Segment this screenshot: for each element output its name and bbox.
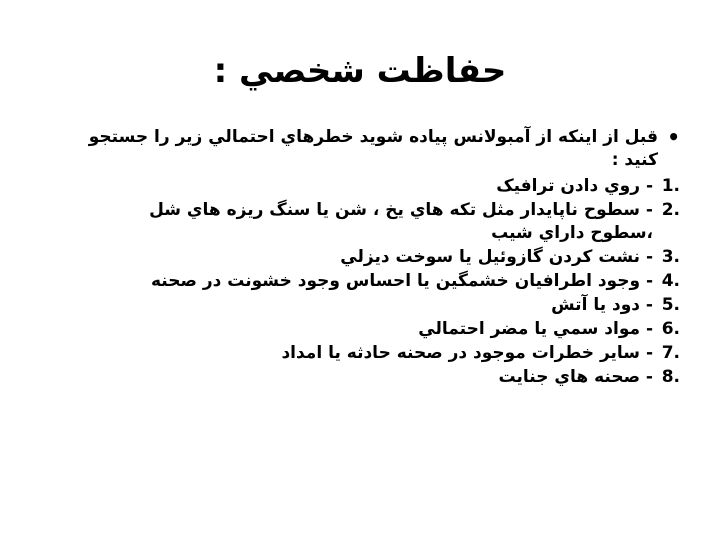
list-item-text: - مواد سمي يا مضر احتمالي [418, 319, 653, 339]
list-item-number: 3. [661, 247, 680, 267]
list-item-text: - روي دادن ترافيک [496, 176, 653, 196]
intro-text: قبل از اينکه از آمبولانس پياده شويد خطرهاي احتمالي زير را جستجو کنيد : [88, 127, 658, 170]
bullet-icon: • [667, 125, 680, 149]
list-item [70, 246, 680, 269]
list-item-text: - سطوح ناپايدار مثل تکه هاي يخ ، شن يا سنگ ريزه هاي شل ،سطوح داراي شيب [149, 200, 653, 243]
list-item-number: 7. [661, 343, 680, 363]
list-item-text: - وجود اطرافيان خشمگين يا احساس وجود خشونت در صحنه [150, 271, 653, 291]
intro-bullet [70, 126, 680, 172]
list-item-number: 5. [661, 295, 680, 315]
list-item-number: 2. [661, 200, 680, 220]
list-item-text: - صحنه هاي جنايت [498, 367, 653, 387]
list-item-number: 4. [661, 271, 680, 291]
list-item-number: 1. [661, 176, 680, 196]
list-item [70, 318, 680, 341]
list-item [70, 342, 680, 365]
list-item [70, 175, 680, 198]
list-item [70, 366, 680, 389]
list-item-text: - ساير خطرات موجود در صحنه حادثه يا امداد [281, 343, 653, 363]
slide-body [70, 126, 680, 390]
list-item [70, 294, 680, 317]
list-item-number: 8. [661, 367, 680, 387]
list-item [70, 270, 680, 293]
hazard-list [70, 175, 680, 389]
list-item-text: - نشت کردن گازوئيل يا سوخت ديزلي [340, 247, 653, 267]
list-item-text: - دود يا آتش [551, 295, 653, 315]
list-item [70, 199, 680, 245]
slide-title: حفاظت شخصي : [213, 51, 507, 91]
list-item-number: 6. [661, 319, 680, 339]
